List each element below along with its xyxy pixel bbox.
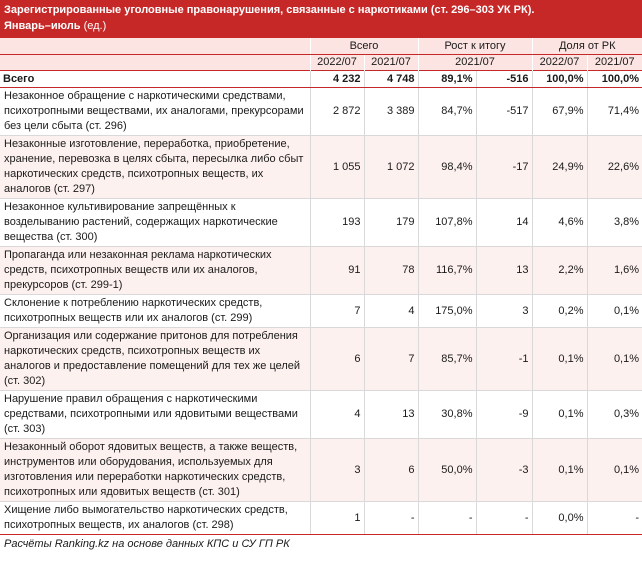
cell-2022: 2 872 (310, 87, 364, 135)
total-2021: 4 748 (364, 70, 418, 87)
table-title: Зарегистрированные уголовные правонарушения, связанные с наркотиками (ст. 296–303 УК РК). (4, 4, 535, 16)
header-blank (0, 38, 310, 54)
crime-stats-table (0, 38, 642, 535)
cell-share-2022: 4,6% (532, 198, 587, 246)
table-row (0, 390, 642, 438)
cell-share-2022: 24,9% (532, 135, 587, 198)
cell-2021: 78 (364, 246, 418, 294)
total-growth-abs: -516 (476, 70, 532, 87)
table-row (0, 294, 642, 327)
col-share-2022: 2022/07 (532, 54, 587, 70)
col-group-growth: Рост к итогу (418, 38, 532, 54)
col-group-total: Всего (310, 38, 418, 54)
cell-growth-abs: -517 (476, 87, 532, 135)
cell-share-2021: 0,3% (587, 390, 642, 438)
cell-2022: 3 (310, 438, 364, 501)
cell-2022: 7 (310, 294, 364, 327)
total-growth-pct: 89,1% (418, 70, 476, 87)
cell-growth-abs: 14 (476, 198, 532, 246)
cell-2021: 4 (364, 294, 418, 327)
col-growth-2021: 2021/07 (418, 54, 532, 70)
cell-growth-abs: -9 (476, 390, 532, 438)
row-name: Склонение к потреблению наркотических средств, психотропных веществ или их аналогов (ст. 299) (0, 294, 310, 327)
cell-share-2021: 0,1% (587, 438, 642, 501)
cell-share-2021: 1,6% (587, 246, 642, 294)
row-name: Нарушение правил обращения с наркотическими средствами, психотропными или ядовитыми веществами (ст. 303) (0, 390, 310, 438)
cell-2021: 3 389 (364, 87, 418, 135)
source-note: Расчёты Ranking.kz на основе данных КПС и СУ ГП РК (4, 537, 290, 550)
col-total-2021: 2021/07 (364, 54, 418, 70)
table-row (0, 438, 642, 501)
cell-2021: - (364, 501, 418, 534)
row-name: Незаконные изготовление, переработка, приобретение, хранение, перевозка в целях сбыта, пересылка либо сбыт наркотических средств, психотропных веществ, их аналогов (ст. 297) (0, 135, 310, 198)
header-group-row (0, 38, 642, 54)
cell-share-2021: - (587, 501, 642, 534)
col-share-2021: 2021/07 (587, 54, 642, 70)
row-name: Пропаганда или незаконная реклама наркотических средств, психотропных веществ или их аналогов, прекурсоров (ст. 299-1) (0, 246, 310, 294)
cell-2021: 13 (364, 390, 418, 438)
col-group-share: Доля от РК (532, 38, 642, 54)
cell-growth-pct: 85,7% (418, 327, 476, 390)
row-name: Незаконное культивирование запрещённых к возделыванию растений, содержащих наркотические вещества (ст. 300) (0, 198, 310, 246)
row-name: Незаконное обращение с наркотическими средствами, психотропными веществами, их аналогами, прекурсорами без цели сбыта (ст. 296) (0, 87, 310, 135)
total-share-2022: 100,0% (532, 70, 587, 87)
cell-share-2021: 3,8% (587, 198, 642, 246)
total-row (0, 70, 642, 87)
cell-share-2022: 0,1% (532, 327, 587, 390)
cell-2022: 193 (310, 198, 364, 246)
cell-2022: 1 055 (310, 135, 364, 198)
table-row (0, 246, 642, 294)
cell-2021: 1 072 (364, 135, 418, 198)
cell-2021: 7 (364, 327, 418, 390)
cell-share-2022: 0,1% (532, 438, 587, 501)
period-label: Январь–июль (4, 20, 81, 32)
cell-2022: 1 (310, 501, 364, 534)
cell-growth-pct: 30,8% (418, 390, 476, 438)
cell-growth-abs: - (476, 501, 532, 534)
cell-share-2022: 67,9% (532, 87, 587, 135)
cell-growth-pct: 116,7% (418, 246, 476, 294)
table-header-banner (0, 0, 642, 38)
cell-share-2022: 2,2% (532, 246, 587, 294)
cell-growth-pct: 84,7% (418, 87, 476, 135)
cell-growth-abs: -3 (476, 438, 532, 501)
table-row (0, 135, 642, 198)
total-label: Всего (0, 70, 310, 87)
table-subtitle (4, 18, 638, 34)
cell-2021: 179 (364, 198, 418, 246)
table-row (0, 501, 642, 534)
cell-share-2022: 0,2% (532, 294, 587, 327)
cell-2021: 6 (364, 438, 418, 501)
cell-growth-abs: 3 (476, 294, 532, 327)
cell-growth-pct: 98,4% (418, 135, 476, 198)
cell-share-2021: 22,6% (587, 135, 642, 198)
cell-share-2021: 0,1% (587, 327, 642, 390)
table-row (0, 327, 642, 390)
cell-share-2021: 0,1% (587, 294, 642, 327)
cell-growth-abs: 13 (476, 246, 532, 294)
row-name: Организация или содержание притонов для потребления наркотических средств, психотропных веществ их аналогов и предоставление помещений для тех же целей (ст. 302) (0, 327, 310, 390)
table-row (0, 87, 642, 135)
cell-growth-pct: 175,0% (418, 294, 476, 327)
col-total-2022: 2022/07 (310, 54, 364, 70)
cell-2022: 6 (310, 327, 364, 390)
cell-2022: 4 (310, 390, 364, 438)
unit-label: (ед.) (80, 20, 107, 32)
total-share-2021: 100,0% (587, 70, 642, 87)
header-sub-row (0, 54, 642, 70)
cell-growth-pct: 50,0% (418, 438, 476, 501)
cell-growth-abs: -1 (476, 327, 532, 390)
row-name: Хищение либо вымогательство наркотических средств, психотропных веществ, их аналогов (ст. 298) (0, 501, 310, 534)
cell-2022: 91 (310, 246, 364, 294)
cell-growth-pct: 107,8% (418, 198, 476, 246)
cell-share-2021: 71,4% (587, 87, 642, 135)
total-2022: 4 232 (310, 70, 364, 87)
cell-growth-pct: - (418, 501, 476, 534)
cell-share-2022: 0,1% (532, 390, 587, 438)
cell-growth-abs: -17 (476, 135, 532, 198)
table-row (0, 198, 642, 246)
cell-share-2022: 0,0% (532, 501, 587, 534)
header-blank (0, 54, 310, 70)
row-name: Незаконный оборот ядовитых веществ, а также веществ, инструментов или оборудования, используемых для изготовления или переработки наркотических средств, психотропных или ядовитых веществ (ст. 301) (0, 438, 310, 501)
